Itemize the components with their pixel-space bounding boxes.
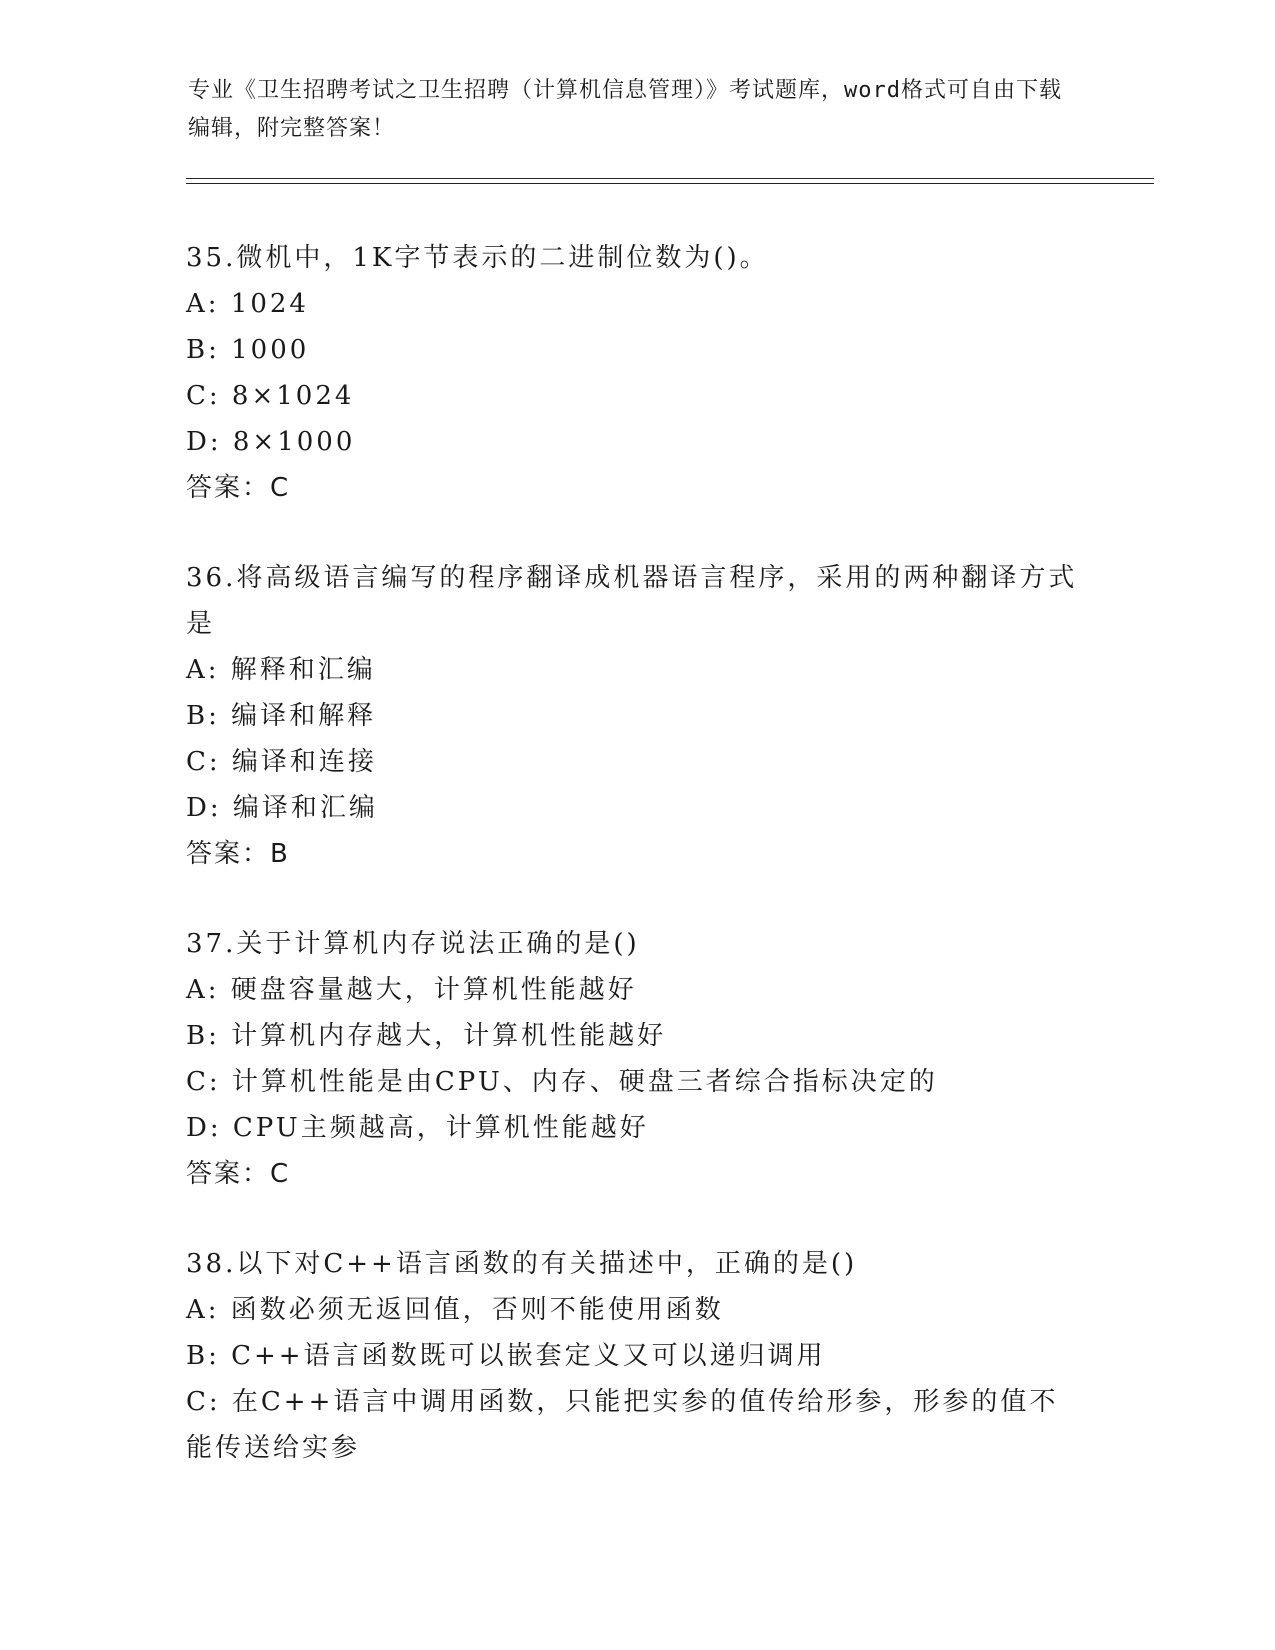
option-a: A: 函数必须无返回值，否则不能使用函数 [186,1295,724,1325]
question-list [186,235,1086,1515]
option-a: A: 硬盘容量越大，计算机性能越好 [186,975,637,1005]
option-b: B: 编译和解释 [186,701,377,731]
document-header: 专业《卫生招聘考试之卫生招聘（计算机信息管理）》考试题库，word格式可自由下载编辑，附完整答案！ [188,78,1062,141]
answer: 答案：B [186,839,290,869]
question-35 [186,235,1086,511]
question-38 [186,1241,1086,1471]
question-37 [186,921,1086,1197]
header-divider-bottom [186,183,1154,184]
answer: 答案：C [186,473,291,503]
question-stem: 35.微机中，1K字节表示的二进制位数为()。 [186,243,769,273]
option-d: D: 8×1000 [186,427,356,457]
answer: 答案：C [186,1159,291,1189]
option-b: B: 计算机内存越大，计算机性能越好 [186,1021,667,1051]
option-d: D: 编译和汇编 [186,793,378,823]
question-stem: 37.关于计算机内存说法正确的是() [186,929,640,959]
header-divider-top [186,178,1154,179]
option-b: B: 1000 [186,335,310,365]
option-c: C: 8×1024 [186,381,355,411]
option-c: C: 计算机性能是由CPU、内存、硬盘三者综合指标决定的 [186,1067,938,1097]
question-36 [186,555,1086,877]
option-c: C: 编译和连接 [186,747,377,777]
option-d: D: CPU主频越高，计算机性能越好 [186,1113,649,1143]
option-a: A: 解释和汇编 [186,655,376,685]
option-c: C: 在C++语言中调用函数，只能把实参的值传给形参，形参的值不能传送给实参 [186,1387,1059,1463]
option-b: B: C++语言函数既可以嵌套定义又可以递归调用 [186,1341,826,1371]
question-stem: 38.以下对C++语言函数的有关描述中，正确的是() [186,1249,858,1279]
option-a: A: 1024 [186,289,309,319]
question-stem: 36.将高级语言编写的程序翻译成机器语言程序，采用的两种翻译方式是 [186,563,1078,639]
